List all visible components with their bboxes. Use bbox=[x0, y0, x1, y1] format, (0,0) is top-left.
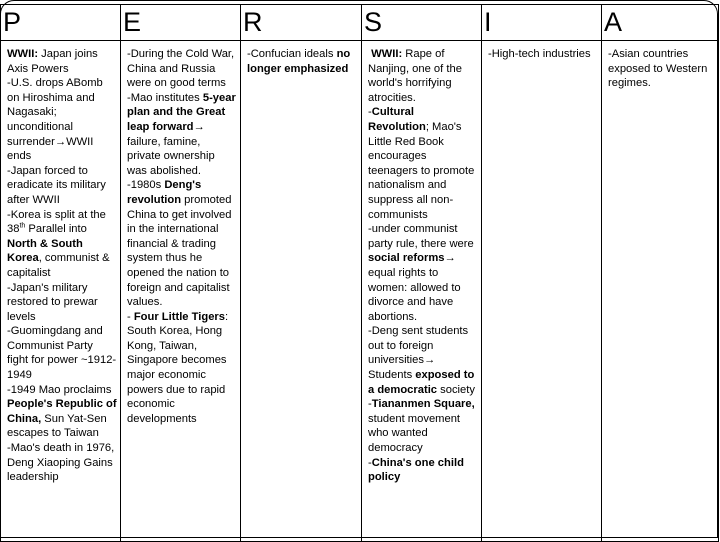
header-s: S bbox=[362, 5, 482, 41]
entry-e-3 bbox=[127, 178, 237, 309]
entry-s-5 bbox=[368, 397, 478, 455]
text-run: Japan joins Axis Powers bbox=[7, 48, 101, 75]
bold-term: 5-year plan and the Great leap forward bbox=[127, 91, 239, 133]
text-run: -1949 Mao proclaims bbox=[7, 383, 115, 396]
superscript: th bbox=[19, 222, 26, 230]
entry-p-8 bbox=[7, 441, 117, 485]
entry-r-1 bbox=[247, 47, 358, 76]
header-row bbox=[1, 5, 719, 41]
text-run: -Japan forced to eradicate its military after WWII bbox=[7, 164, 109, 206]
bold-term: People's Republic of China, bbox=[7, 398, 120, 425]
header-r: R bbox=[241, 5, 362, 41]
text-run: → equal rights to women: allowed to divorce and have abortions. bbox=[368, 252, 464, 323]
entry-a-1 bbox=[608, 47, 715, 91]
entry-s-3 bbox=[368, 222, 478, 324]
entry-s-1 bbox=[368, 47, 478, 105]
text-run: -Confucian ideals bbox=[247, 48, 337, 60]
bold-term: Cultural Revolution bbox=[368, 106, 426, 133]
text-run: -Korea is split at the 38 bbox=[7, 208, 109, 236]
header-e: E bbox=[121, 5, 241, 41]
header-a: A bbox=[602, 5, 719, 41]
text-run: -U.S. drops ABomb on Hiroshima and Nagasaki; unconditional surrender→WWII ends bbox=[7, 77, 106, 163]
entry-e-2 bbox=[127, 91, 237, 179]
header-i: I bbox=[482, 5, 602, 41]
entry-p-4 bbox=[7, 208, 117, 281]
content-row bbox=[1, 41, 719, 542]
bold-term: Deng's revolution bbox=[127, 179, 205, 206]
entry-p-5 bbox=[7, 281, 117, 325]
text-run: society bbox=[437, 383, 475, 396]
bold-term: WWII: bbox=[7, 48, 42, 60]
bold-term: social reforms bbox=[368, 252, 445, 265]
text-run: - bbox=[368, 106, 372, 119]
text-run: ; Mao's Little Red Book encourages teenagers to promote nationalism and suppress all non-communists bbox=[368, 120, 478, 221]
entry-e-1 bbox=[127, 47, 237, 91]
text-run: - bbox=[368, 398, 372, 411]
text-run: Rape of Nanjing, one of the world's horrifying atrocities. bbox=[368, 48, 466, 104]
entry-e-4 bbox=[127, 310, 237, 427]
cell-intellectual bbox=[482, 41, 602, 542]
text-run: -under communist party rule, there were bbox=[368, 223, 477, 250]
bold-term: Four Little Tigers bbox=[133, 310, 226, 323]
text-run: -Guomingdang and Communist Party fight for power ~1912-1949 bbox=[7, 325, 117, 382]
text-run: → failure, famine, private ownership was abolished. bbox=[127, 120, 218, 177]
text-run: student movement who wanted democracy bbox=[368, 398, 478, 455]
entry-s-4 bbox=[368, 324, 478, 397]
text-run: : South Korea, Hong Kong, Taiwan, Singapore becomes major economic powers due to rapid economic developments bbox=[127, 310, 232, 425]
bold-term: China's one child policy bbox=[368, 456, 468, 484]
entry-i-1 bbox=[488, 47, 598, 62]
text-run: -High-tech industries bbox=[488, 48, 591, 60]
entry-p-6 bbox=[7, 324, 117, 382]
text-run: -Mao institutes bbox=[127, 91, 203, 104]
cell-political bbox=[1, 41, 121, 542]
text-run: -During the Cold War, China and Russia were on good terms bbox=[127, 48, 238, 90]
text-run: Parallel into bbox=[25, 223, 90, 236]
bold-term: Tiananmen Square, bbox=[371, 398, 475, 411]
entry-p-2 bbox=[7, 76, 117, 164]
text-run: -Asian countries exposed to Western regimes. bbox=[608, 48, 711, 90]
text-run: -Deng sent students out to foreign universities→ Students bbox=[368, 325, 472, 382]
bold-term: WWII: bbox=[371, 48, 406, 60]
bold-term: North & South Korea bbox=[7, 237, 86, 265]
bold-term: no longer emphasized bbox=[247, 48, 354, 75]
text-run: Sun Yat-Sen escapes to Taiwan bbox=[7, 412, 110, 440]
text-run: - bbox=[368, 456, 372, 469]
entry-p-7 bbox=[7, 383, 120, 441]
text-run: promoted China to get involved in the international financial & trading system thus he opened the nation to foreign and capitalist values. bbox=[127, 193, 235, 309]
cell-religious bbox=[241, 41, 362, 542]
cell-economic bbox=[121, 41, 241, 542]
cell-artistic bbox=[602, 41, 719, 542]
entry-p-1 bbox=[7, 47, 117, 76]
entry-s-6 bbox=[368, 456, 478, 485]
text-run: , communist & capitalist bbox=[7, 252, 113, 279]
text-run: - bbox=[127, 310, 134, 323]
header-p: P bbox=[1, 5, 121, 41]
entry-s-2 bbox=[368, 105, 478, 222]
text-run: -Mao's death in 1976, Deng Xiaoping Gains leadership bbox=[7, 442, 118, 484]
bold-term: exposed to a democratic bbox=[368, 369, 478, 396]
entry-p-3 bbox=[7, 164, 117, 208]
persia-table bbox=[0, 4, 719, 542]
text-run: -Japan's military restored to prewar levels bbox=[7, 281, 101, 323]
cell-social bbox=[362, 41, 482, 542]
text-run: -1980s bbox=[127, 179, 165, 192]
